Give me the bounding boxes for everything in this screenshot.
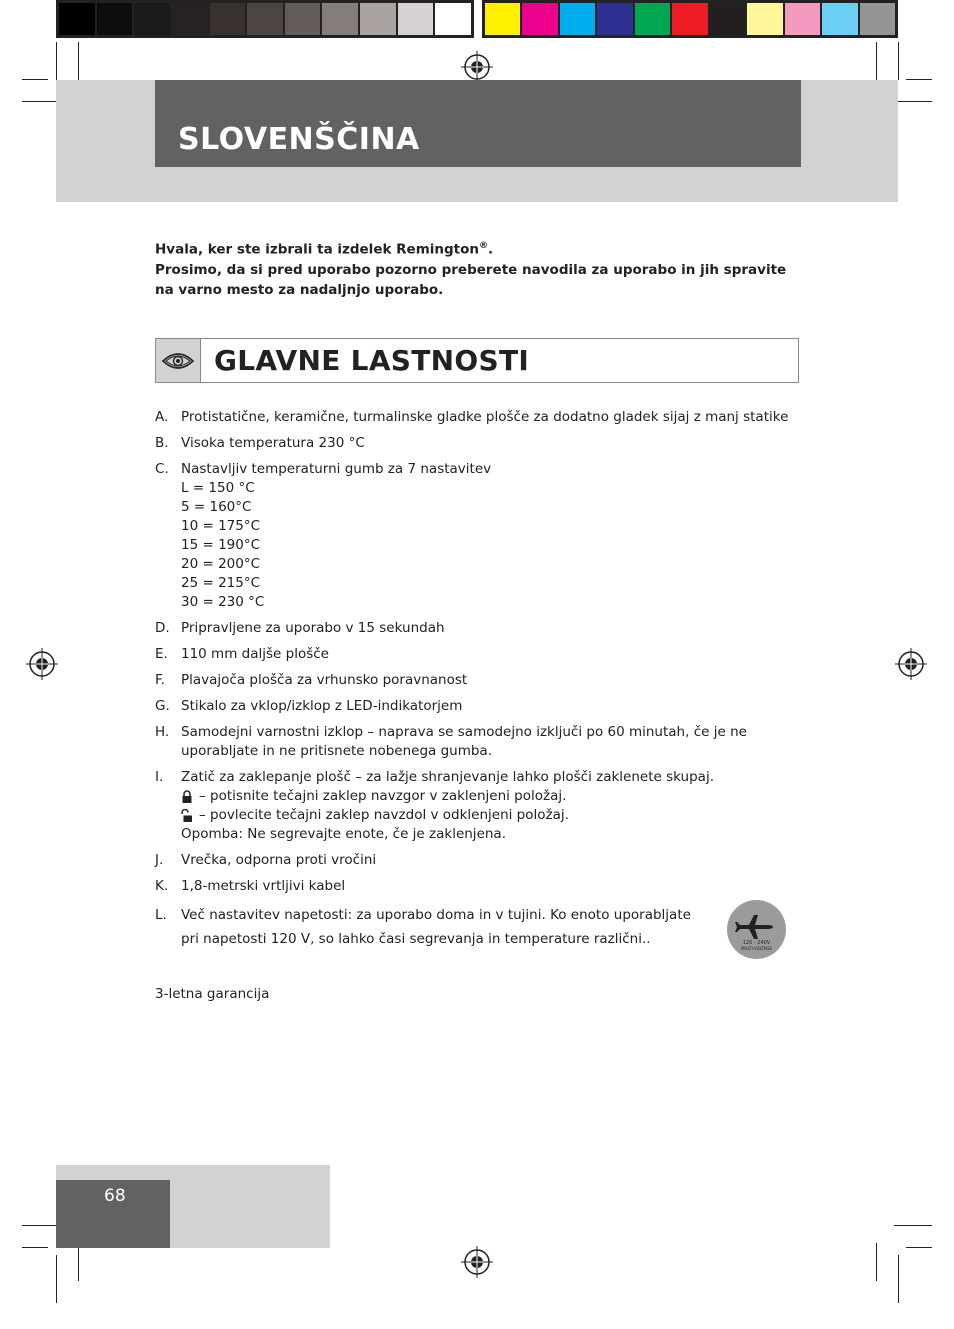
item-letter: G. — [155, 698, 170, 714]
color-swatch — [247, 3, 283, 35]
crop-mark — [894, 1225, 932, 1226]
item-letter: J. — [155, 852, 164, 868]
unlock-text: – povlecite tečajni zaklep navzdol v odklenjeni položaj. — [199, 807, 569, 823]
intro-line-2: Prosimo, da si pred uporabo pozorno preberete navodila za uporabo in jih spravite na varno mesto za nadaljnjo uporabo. — [155, 261, 787, 298]
color-swatch — [59, 3, 95, 35]
color-swatch — [322, 3, 358, 35]
intro-line-1: Hvala, ker ste izbrali ta izdelek Remington — [155, 241, 480, 258]
crop-mark — [22, 101, 60, 102]
list-item — [155, 877, 795, 896]
crop-mark — [22, 1225, 60, 1226]
item-letter: E. — [155, 646, 168, 662]
item-letter: A. — [155, 409, 169, 425]
item-text: Plavajoča plošča za vrhunsko poravnanost — [181, 672, 468, 688]
feature-list — [155, 408, 795, 958]
lock-instruction — [181, 787, 795, 806]
lock-note: Opomba: Ne segrevajte enote, če je zaklenjena. — [181, 826, 506, 842]
color-swatch — [522, 3, 557, 35]
crop-mark — [22, 1247, 48, 1248]
warranty-text: 3-letna garancija — [155, 986, 270, 1002]
temperature-setting: 5 = 160°C — [181, 499, 252, 515]
temperature-setting: 20 = 200°C — [181, 556, 261, 572]
item-letter: K. — [155, 878, 169, 894]
grayscale-color-bar — [56, 0, 474, 38]
unlock-icon — [181, 809, 193, 823]
list-item — [155, 723, 795, 761]
color-swatch — [485, 3, 520, 35]
color-swatch — [822, 3, 857, 35]
section-icon-box — [156, 339, 201, 382]
list-item — [155, 671, 795, 690]
list-item — [155, 460, 795, 612]
list-item — [155, 408, 795, 427]
temperature-setting: 15 = 190°C — [181, 537, 261, 553]
color-swatch — [710, 3, 745, 35]
item-text: Visoka temperatura 230 °C — [181, 435, 365, 451]
crop-mark — [898, 1255, 899, 1303]
color-swatch — [560, 3, 595, 35]
registration-mark-icon — [461, 1246, 493, 1278]
section-header — [155, 338, 799, 383]
crop-mark — [876, 1243, 877, 1281]
item-letter: L. — [155, 907, 167, 923]
color-swatch — [134, 3, 170, 35]
registration-mark-icon — [26, 648, 58, 680]
registration-mark-icon — [461, 51, 493, 83]
item-letter: F. — [155, 672, 165, 688]
item-text: Samodejni varnostni izklop – naprava se samodejno izključi po 60 minutah, če je ne uporabljate in ne pritisnete nobenega gumba. — [181, 724, 747, 759]
item-text: Stikalo za vklop/izklop z LED-indikatorjem — [181, 698, 463, 714]
crop-mark — [894, 101, 932, 102]
color-swatch — [172, 3, 208, 35]
crop-mark — [876, 42, 877, 80]
color-swatch — [860, 3, 895, 35]
item-text: Več nastavitev napetosti: za uporabo doma in v tujini. Ko enoto uporabljate pri napetosti 120 V, so lahko časi segrevanja in temperature različni.. — [181, 907, 691, 947]
crop-mark — [906, 1247, 932, 1248]
color-swatch — [398, 3, 434, 35]
crop-mark — [22, 79, 48, 80]
item-text: Nastavljiv temperaturni gumb za 7 nastavitev — [181, 461, 492, 477]
temperature-setting: 30 = 230 °C — [181, 594, 265, 610]
item-letter: I. — [155, 769, 164, 785]
page-number: 68 — [104, 1186, 126, 1206]
list-item — [155, 434, 795, 453]
list-item — [155, 645, 795, 664]
color-swatch — [635, 3, 670, 35]
color-swatch — [97, 3, 133, 35]
list-item — [155, 768, 795, 844]
crop-mark — [78, 1243, 79, 1281]
list-item — [155, 619, 795, 638]
lock-icon — [181, 790, 193, 804]
voltage-label: MULTI-VOLTAGE — [741, 946, 772, 951]
crop-mark — [56, 1255, 57, 1303]
airplane-icon — [727, 900, 786, 959]
cmyk-color-bar — [482, 0, 898, 38]
item-text: 1,8-metrski vrtljivi kabel — [181, 878, 346, 894]
list-item — [155, 903, 701, 951]
item-text: Protistatične, keramične, turmalinske gladke plošče za dodatno gladek sijaj z manj statike — [181, 409, 789, 425]
item-letter: D. — [155, 620, 170, 636]
item-text: 110 mm daljše plošče — [181, 646, 329, 662]
item-letter: C. — [155, 461, 169, 477]
temperature-setting: 10 = 175°C — [181, 518, 261, 534]
page-title: SLOVENŠČINA — [178, 122, 420, 157]
list-item — [155, 697, 795, 716]
voltage-range: 120 - 240V — [742, 940, 771, 946]
multi-voltage-badge — [727, 900, 786, 959]
color-swatch — [360, 3, 396, 35]
color-swatch — [747, 3, 782, 35]
color-swatch — [785, 3, 820, 35]
temperature-setting: L = 150 °C — [181, 480, 255, 496]
crop-mark — [898, 42, 899, 80]
crop-mark — [78, 42, 79, 80]
color-swatch — [435, 3, 471, 35]
item-letter: H. — [155, 724, 170, 740]
unlock-instruction — [181, 806, 795, 825]
crop-mark — [56, 42, 57, 80]
color-swatch — [672, 3, 707, 35]
item-text: Zatič za zaklepanje plošč – za lažje shranjevanje lahko plošči zaklenete skupaj. — [181, 769, 714, 785]
list-item — [155, 851, 795, 870]
color-swatch — [597, 3, 632, 35]
intro-text — [155, 236, 795, 300]
color-swatch — [285, 3, 321, 35]
intro-line-1-end: . — [488, 241, 494, 258]
eye-icon — [161, 351, 195, 371]
section-title: GLAVNE LASTNOSTI — [214, 344, 530, 377]
item-text: Pripravljene za uporabo v 15 sekundah — [181, 620, 445, 636]
lock-text: – potisnite tečajni zaklep navzgor v zaklenjeni položaj. — [199, 788, 567, 804]
registered-mark: ® — [479, 241, 489, 251]
item-text: Vrečka, odporna proti vročini — [181, 852, 377, 868]
registration-mark-icon — [895, 648, 927, 680]
crop-mark — [906, 79, 932, 80]
item-letter: B. — [155, 435, 169, 451]
temperature-setting: 25 = 215°C — [181, 575, 261, 591]
color-swatch — [210, 3, 246, 35]
